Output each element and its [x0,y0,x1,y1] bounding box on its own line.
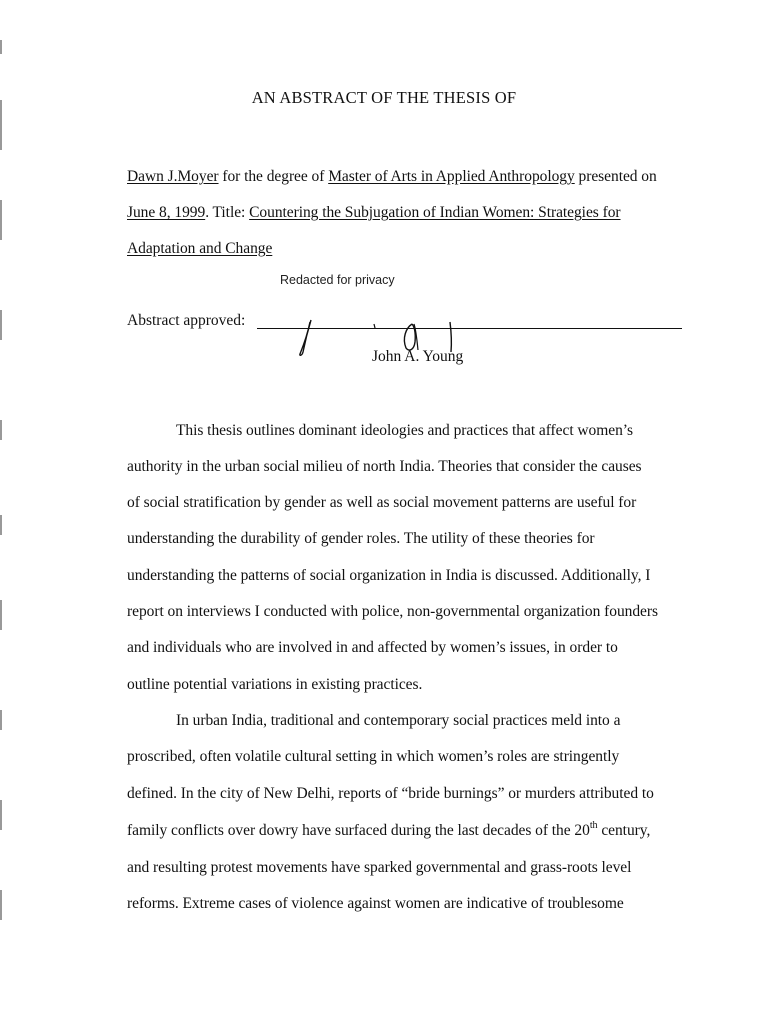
signer-name: John A. Young [372,348,464,365]
scan-edge-mark [0,420,2,440]
scan-edge-mark [0,890,2,920]
scan-edge-mark [0,515,2,535]
paragraph-1-line: of social stratification by gender as well as social movement patterns are useful for [127,494,637,511]
header-text: . Title: [205,204,250,221]
header-text: for the degree of [218,168,329,185]
paragraph-2-line: reforms. Extreme cases of violence against women are indicative of troublesome [127,895,624,912]
scan-edge-mark [0,800,2,830]
paragraph-1-line: report on interviews I conducted with police, non-governmental organization founders [127,603,658,620]
paragraph-2-line: In urban India, traditional and contemporary social practices meld into a [176,712,621,729]
paragraph-1-line: outline potential variations in existing practices. [127,676,423,693]
paragraph-2-line: proscribed, often volatile cultural setting in which women’s roles are stringently [127,748,620,765]
paragraph-2-text: century, [597,822,651,839]
paragraph-2-text: family conflicts over dowry have surfaced during the last decades of the 20 [127,822,590,839]
header-line-3 [127,239,272,259]
paragraph-1-line: understanding the patterns of social organization in India is discussed. Additionally, I [127,567,651,584]
paragraph-1-line: understanding the durability of gender roles. The utility of these theories for [127,530,595,547]
redaction-notice: Redacted for privacy [280,273,395,287]
degree-name: Master of Arts in Applied Anthropology [328,168,575,185]
ordinal-suffix: th [589,819,598,831]
scan-edge-mark [0,310,2,340]
paragraph-1-line: authority in the urban social milieu of north India. Theories that consider the causes [127,458,642,475]
scan-edge-mark [0,40,2,54]
author-name: Dawn J.Moyer [127,168,219,185]
abstract-approved-label: Abstract approved: [127,312,246,329]
paragraph-2-line: defined. In the city of New Delhi, reports of “bride burnings” or murders attributed to [127,785,654,802]
paragraph-2-line: and resulting protest movements have sparked governmental and grass-roots level [127,859,632,876]
scan-edge-mark [0,200,2,240]
thesis-title-part-1: Countering the Subjugation of Indian Women: Strategies for [249,204,621,221]
scan-edge-mark [0,710,2,730]
paragraph-2-line [127,821,650,841]
header-text: presented on [574,168,657,185]
presentation-date: June 8, 1999 [127,204,206,221]
paragraph-1-line: This thesis outlines dominant ideologies and practices that affect women’s [176,422,634,439]
scan-edge-mark [0,600,2,630]
thesis-title-part-2: Adaptation and Change [127,240,273,257]
paragraph-1-line: and individuals who are involved in and affected by women’s issues, in order to [127,639,618,656]
page-title: AN ABSTRACT OF THE THESIS OF [251,88,517,107]
header-line-1 [127,167,657,187]
header-line-2 [127,203,621,223]
